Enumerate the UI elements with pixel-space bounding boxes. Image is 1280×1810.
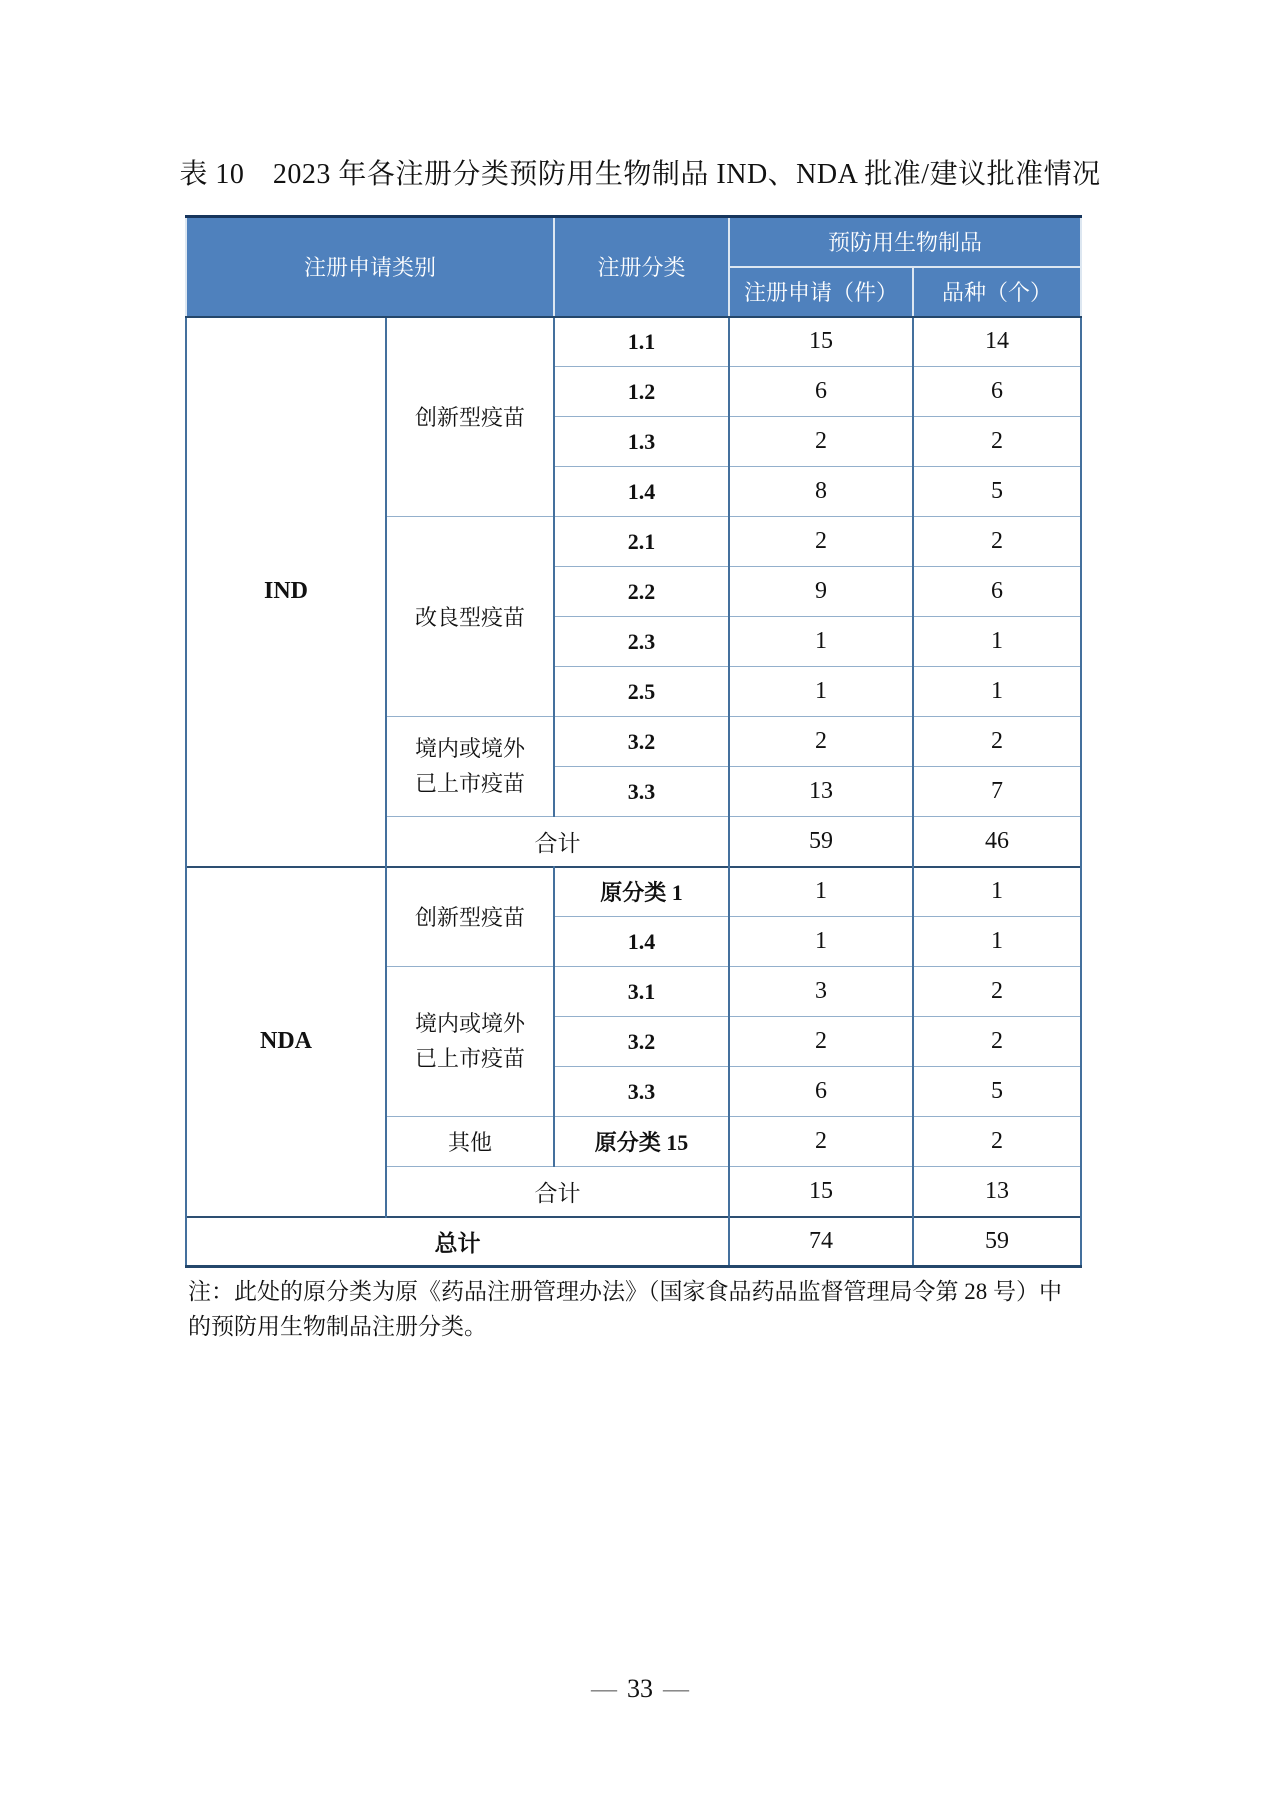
cell-applications: 59 bbox=[729, 817, 913, 867]
cell-classification: 2.5 bbox=[554, 667, 729, 717]
cell-varieties: 46 bbox=[913, 817, 1081, 867]
cell-classification: 1.1 bbox=[554, 317, 729, 367]
cell-varieties: 5 bbox=[913, 1067, 1081, 1117]
cell-applications: 6 bbox=[729, 367, 913, 417]
cell-vaccine-type: 改良型疫苗 bbox=[386, 517, 554, 717]
cell-applications: 74 bbox=[729, 1217, 913, 1267]
cell-varieties: 2 bbox=[913, 1117, 1081, 1167]
cell-varieties: 1 bbox=[913, 867, 1081, 917]
cell-classification: 1.4 bbox=[554, 917, 729, 967]
cell-applications: 2 bbox=[729, 417, 913, 467]
cell-varieties: 7 bbox=[913, 767, 1081, 817]
table-row-total bbox=[186, 1217, 1081, 1267]
cell-applications: 15 bbox=[729, 1167, 913, 1217]
cell-classification: 2.3 bbox=[554, 617, 729, 667]
cell-varieties: 6 bbox=[913, 367, 1081, 417]
cell-varieties: 6 bbox=[913, 567, 1081, 617]
header-application-category: 注册申请类别 bbox=[186, 217, 554, 317]
cell-varieties: 1 bbox=[913, 617, 1081, 667]
cell-varieties: 5 bbox=[913, 467, 1081, 517]
cell-applications: 6 bbox=[729, 1067, 913, 1117]
cell-category-ind: IND bbox=[186, 317, 386, 867]
cell-classification: 原分类 15 bbox=[554, 1117, 729, 1167]
cell-varieties: 13 bbox=[913, 1167, 1081, 1217]
page-number bbox=[0, 1674, 1280, 1704]
cell-applications: 2 bbox=[729, 717, 913, 767]
cell-subtotal-label: 合计 bbox=[386, 1167, 729, 1217]
cell-classification: 1.3 bbox=[554, 417, 729, 467]
cell-applications: 2 bbox=[729, 1117, 913, 1167]
cell-applications: 2 bbox=[729, 517, 913, 567]
page-number-dash-right: — bbox=[663, 1674, 689, 1703]
cell-classification: 1.2 bbox=[554, 367, 729, 417]
cell-classification: 原分类 1 bbox=[554, 867, 729, 917]
cell-applications: 1 bbox=[729, 867, 913, 917]
vaccine-type-label: 境内或境外已上市疫苗 bbox=[415, 736, 526, 796]
cell-applications: 15 bbox=[729, 317, 913, 367]
page-title: 表 10 2023 年各注册分类预防用生物制品 IND、NDA 批准/建议批准情况 bbox=[179, 159, 1101, 190]
cell-classification: 3.1 bbox=[554, 967, 729, 1017]
cell-classification: 2.2 bbox=[554, 567, 729, 617]
cell-classification: 3.3 bbox=[554, 767, 729, 817]
cell-category-nda: NDA bbox=[186, 867, 386, 1217]
cell-classification: 3.2 bbox=[554, 717, 729, 767]
cell-varieties: 2 bbox=[913, 417, 1081, 467]
cell-varieties: 1 bbox=[913, 917, 1081, 967]
vaccine-type-label: 境内或境外已上市疫苗 bbox=[415, 1011, 526, 1071]
cell-vaccine-type bbox=[386, 967, 554, 1117]
cell-applications: 8 bbox=[729, 467, 913, 517]
header-applications-count: 注册申请（件） bbox=[729, 267, 913, 317]
cell-vaccine-type bbox=[386, 717, 554, 817]
cell-varieties: 2 bbox=[913, 517, 1081, 567]
cell-applications: 1 bbox=[729, 667, 913, 717]
page-number-dash-left: — bbox=[591, 1674, 617, 1703]
data-table bbox=[185, 215, 1082, 1268]
cell-applications: 13 bbox=[729, 767, 913, 817]
cell-applications: 2 bbox=[729, 1017, 913, 1067]
cell-subtotal-label: 合计 bbox=[386, 817, 729, 867]
cell-varieties: 14 bbox=[913, 317, 1081, 367]
footnote-line-2: 的预防用生物制品注册分类。 bbox=[188, 1314, 487, 1339]
header-row-group bbox=[186, 217, 1081, 267]
table-row bbox=[186, 867, 1081, 917]
cell-vaccine-type: 其他 bbox=[386, 1117, 554, 1167]
cell-varieties: 1 bbox=[913, 667, 1081, 717]
cell-applications: 1 bbox=[729, 617, 913, 667]
cell-varieties: 2 bbox=[913, 967, 1081, 1017]
cell-applications: 3 bbox=[729, 967, 913, 1017]
cell-classification: 3.2 bbox=[554, 1017, 729, 1067]
cell-varieties: 2 bbox=[913, 717, 1081, 767]
table-footnote bbox=[188, 1274, 1098, 1344]
table-header bbox=[186, 217, 1081, 317]
header-varieties-count: 品种（个） bbox=[913, 267, 1081, 317]
cell-classification: 1.4 bbox=[554, 467, 729, 517]
footnote-line-1: 注：此处的原分类为原《药品注册管理办法》（国家食品药品监督管理局令第 28 号）中 bbox=[188, 1279, 1062, 1304]
cell-applications: 1 bbox=[729, 917, 913, 967]
cell-varieties: 59 bbox=[913, 1217, 1081, 1267]
header-registration-classification: 注册分类 bbox=[554, 217, 729, 317]
cell-applications: 9 bbox=[729, 567, 913, 617]
cell-total-label: 总计 bbox=[186, 1217, 729, 1267]
table-row bbox=[186, 317, 1081, 367]
cell-vaccine-type: 创新型疫苗 bbox=[386, 317, 554, 517]
header-product-group: 预防用生物制品 bbox=[729, 217, 1081, 267]
cell-varieties: 2 bbox=[913, 1017, 1081, 1067]
cell-vaccine-type: 创新型疫苗 bbox=[386, 867, 554, 967]
page-number-value: 33 bbox=[627, 1674, 653, 1703]
cell-classification: 2.1 bbox=[554, 517, 729, 567]
cell-classification: 3.3 bbox=[554, 1067, 729, 1117]
